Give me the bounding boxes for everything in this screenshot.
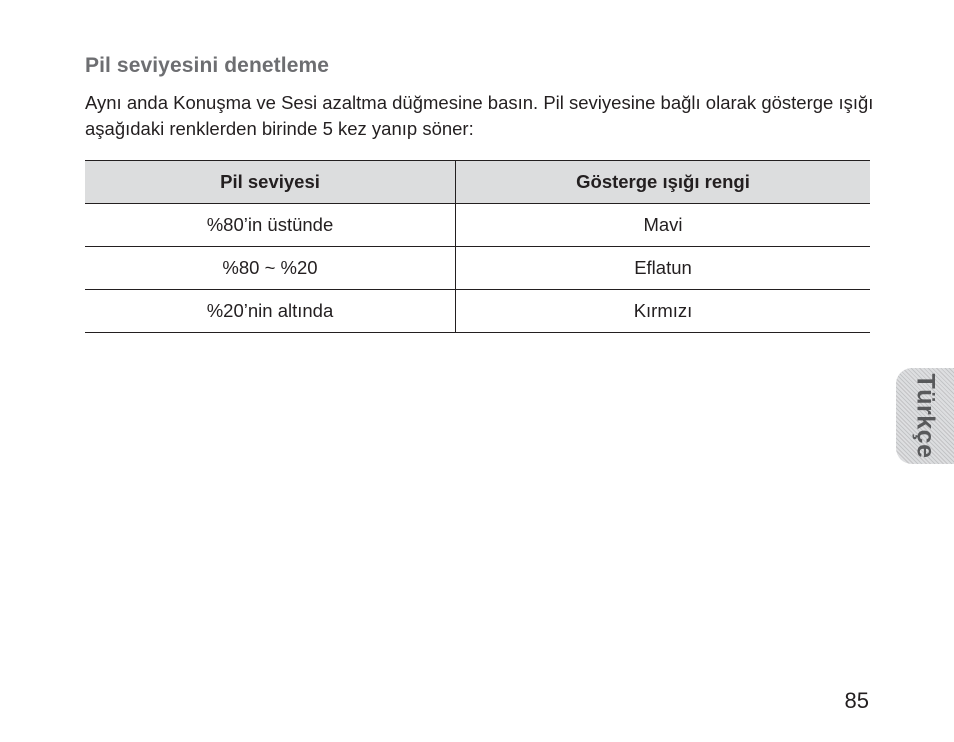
indicator-color-cell: Eflatun bbox=[456, 247, 871, 290]
indicator-color-cell: Mavi bbox=[456, 204, 871, 247]
battery-level-cell: %80 ~ %20 bbox=[85, 247, 456, 290]
table-row bbox=[85, 247, 870, 290]
section-title: Pil seviyesini denetleme bbox=[85, 54, 330, 77]
battery-level-table bbox=[85, 160, 870, 333]
table-header-row bbox=[85, 161, 870, 204]
battery-level-cell: %20’nin altında bbox=[85, 290, 456, 333]
table-row bbox=[85, 290, 870, 333]
language-tab bbox=[896, 368, 954, 464]
intro-paragraph: Aynı anda Konuşma ve Sesi azaltma düğmesine basın. Pil seviyesine bağlı olarak gösterge ışığı aşağıdaki renklerden birinde 5 kez yanıp söner: bbox=[85, 92, 874, 139]
table-row bbox=[85, 204, 870, 247]
battery-level-cell: %80’in üstünde bbox=[85, 204, 456, 247]
language-tab-label: Türkçe bbox=[911, 373, 940, 459]
indicator-color-cell: Kırmızı bbox=[456, 290, 871, 333]
page-number: 85 bbox=[844, 688, 869, 713]
header-indicator-color: Gösterge ışığı rengi bbox=[456, 161, 871, 204]
header-battery-level: Pil seviyesi bbox=[85, 161, 456, 204]
